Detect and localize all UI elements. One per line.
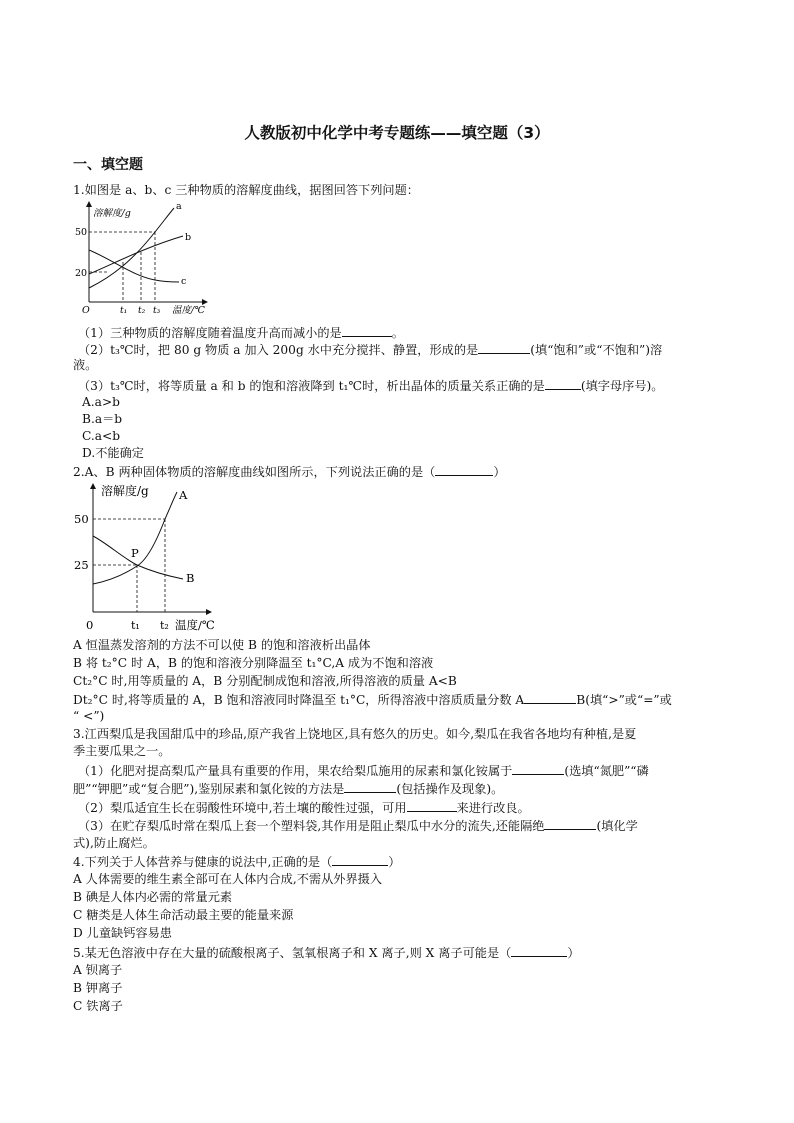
q2-curve-label-a: A <box>179 488 188 502</box>
q1-curve-label-a: a <box>176 201 182 212</box>
q1-sub3 <box>78 377 663 394</box>
q2-xtick-t1: t₁ <box>131 619 140 632</box>
q3-sub2-end: 来进行改良。 <box>456 801 530 815</box>
q5-blank[interactable] <box>511 944 567 957</box>
q3-sub3-end: (填化学 <box>596 819 638 833</box>
q3-sub2-blank[interactable] <box>407 799 457 812</box>
q3-sub1-text: （1）化肥对提高梨瓜产量具有重要的作用，果农给梨瓜施用的尿素和氯化铵属于 <box>78 764 513 778</box>
q3-sub1 <box>78 762 649 779</box>
q1-sub2-end: (填“饱和”或“不饱和”)溶 <box>530 343 663 357</box>
q1-sub2-text: （2）t₃℃时，把 80 g 物质 a 加入 200g 水中充分搅拌、静置，形成的是 <box>78 343 479 357</box>
q1-xtick-t3: t₃ <box>153 306 161 316</box>
q2-stem-end: ） <box>493 465 506 479</box>
q1-sub2 <box>78 341 662 358</box>
q3-sub3-blank[interactable] <box>544 817 596 830</box>
q2-option-d-text: Dt₂°C 时,将等质量的 A，B 饱和溶液同时降温至 t₁°C，所得溶液中溶质质量分数 A <box>73 693 525 707</box>
q4-option-b[interactable]: B 碘是人体内必需的常量元素 <box>73 890 233 904</box>
q2-blank[interactable] <box>435 463 493 476</box>
q1-curve-a <box>89 208 174 288</box>
q3-sub3-cont: 式),防止腐烂。 <box>73 836 155 850</box>
q2-solubility-chart <box>73 480 233 635</box>
page-title: 人教版初中化学中考专题练——填空题（3） <box>244 124 550 142</box>
q3-line-2: 季主要瓜果之一。 <box>73 744 171 758</box>
q1-option-c[interactable]: C.a<b <box>82 429 121 443</box>
q1-option-d[interactable]: D.不能确定 <box>82 446 144 460</box>
q1-sub3-text: （3）t₃℃时，将等质量 a 和 b 的饱和溶液降到 t₁℃时，析出晶体的质量关系正确的是 <box>78 379 545 393</box>
q1-sub1 <box>78 324 404 341</box>
q2-option-d-end: B(填“>”或“=”或 <box>576 693 672 707</box>
q5-option-b[interactable]: B 钾离子 <box>73 981 123 995</box>
q3-sub3-text: （3）在贮存梨瓜时常在梨瓜上套一个塑料袋,其作用是阻止梨瓜中水分的流失,还能隔绝 <box>78 819 545 833</box>
q2-curve-label-b: B <box>186 571 195 585</box>
q3-sub1-method-blank[interactable] <box>344 780 396 793</box>
q2-xtick-t2: t₂ <box>160 619 169 632</box>
q5-option-a[interactable]: A 钡离子 <box>73 963 123 977</box>
q3-sub1-cont-text: 肥”“钾肥”或“复合肥”),鉴别尿素和氯化铵的方法是 <box>73 782 345 796</box>
q4-option-a[interactable]: A 人体需要的维生素全部可在人体内合成,不需从外界摄入 <box>73 872 383 886</box>
q2-option-d-blank[interactable] <box>524 691 576 704</box>
q2-option-b[interactable]: B 将 t₂°C 时 A，B 的饱和溶液分别降温至 t₁°C,A 成为不饱和溶液 <box>73 656 434 670</box>
section-heading: 一、填空题 <box>73 157 143 173</box>
q1-ytick-20: 20 <box>75 268 88 279</box>
q1-sub1-blank[interactable] <box>342 324 392 337</box>
q4-blank[interactable] <box>332 853 388 866</box>
q1-ytick-50: 50 <box>75 227 88 238</box>
q4-stem-text: 4.下列关于人体营养与健康的说法中,正确的是（ <box>73 855 333 869</box>
q3-sub2-text: （2）梨瓜适宜生长在弱酸性环境中,若土壤的酸性过强，可用 <box>78 801 407 815</box>
q5-option-c[interactable]: C 铁离子 <box>73 999 123 1013</box>
q1-sub3-blank[interactable] <box>545 377 581 390</box>
q1-curve-b <box>89 236 183 274</box>
q3-sub1-cont-end: (包括操作及现象)。 <box>396 782 504 796</box>
q4-option-d[interactable]: D 儿童缺钙容易患 <box>73 926 172 940</box>
q5-stem-text: 5.某无色溶液中存在大量的硫酸根离子、氢氧根离子和 X 离子,则 X 离子可能是（ <box>73 946 512 960</box>
q2-x-label: 温度/℃ <box>175 618 215 632</box>
q3-line-1: 3.江西梨瓜是我国甜瓜中的珍品,原产我省上饶地区,具有悠久的历史。如今,梨瓜在我省各地均有种植,是夏 <box>73 727 637 741</box>
q2-ytick-25: 25 <box>74 558 89 572</box>
q2-stem-text: 2.A、B 两种固体物质的溶解度曲线如图所示，下列说法正确的是（ <box>73 465 436 479</box>
q2-y-label: 溶解度/g <box>101 484 149 498</box>
q1-sub2-cont: 液。 <box>73 358 98 372</box>
q1-xtick-t1: t₁ <box>120 306 128 316</box>
q2-option-a[interactable]: A 恒温蒸发溶剂的方法不可以使 B 的饱和溶液析出晶体 <box>73 638 371 652</box>
q3-sub1-blank[interactable] <box>512 762 564 775</box>
q2-point-p: P <box>131 546 139 560</box>
q1-sub1-text: （1）三种物质的溶解度随着温度升高而减小的是 <box>78 326 342 340</box>
q1-x-label: 温度/℃ <box>172 305 205 316</box>
q2-curve-a <box>93 492 177 584</box>
q1-sub3-end: (填字母序号)。 <box>580 379 664 393</box>
q2-option-d[interactable] <box>73 691 672 708</box>
q2-option-d-cont: “ <”) <box>73 709 105 723</box>
q1-sub1-end: 。 <box>391 326 404 340</box>
q1-curve-c <box>89 250 179 282</box>
q2-origin: 0 <box>86 618 94 632</box>
q1-xtick-t2: t₂ <box>138 306 146 316</box>
q1-curve-label-b: b <box>185 232 192 243</box>
q1-option-b[interactable]: B.a＝b <box>82 412 123 426</box>
q4-option-c[interactable]: C 糖类是人体生命活动最主要的能量来源 <box>73 908 294 922</box>
q2-option-c[interactable]: Ct₂°C 时,用等质量的 A，B 分别配制成饱和溶液,所得溶液的质量 A<B <box>73 674 457 688</box>
q5-stem <box>73 944 580 961</box>
q1-stem: 1.如图是 a、b、c 三种物质的溶解度曲线，据图回答下列问题： <box>73 183 419 197</box>
q3-sub1-cont <box>73 780 503 797</box>
q1-sub2-blank[interactable] <box>478 341 530 354</box>
q4-stem <box>73 853 400 870</box>
q1-y-label: 溶解度/g <box>93 208 131 219</box>
q2-stem <box>73 463 506 480</box>
q2-ytick-50: 50 <box>74 512 89 526</box>
q3-sub2 <box>78 799 530 816</box>
q1-solubility-chart <box>73 198 213 316</box>
q1-origin: O <box>82 305 90 316</box>
q4-stem-end: ） <box>388 855 401 869</box>
q3-sub1-end: (选填“氮肥”“磷 <box>564 764 649 778</box>
q5-stem-end: ） <box>567 946 580 960</box>
q1-curve-label-c: c <box>181 276 187 287</box>
q1-option-a[interactable]: A.a>b <box>82 395 120 409</box>
q3-sub3 <box>78 817 638 834</box>
